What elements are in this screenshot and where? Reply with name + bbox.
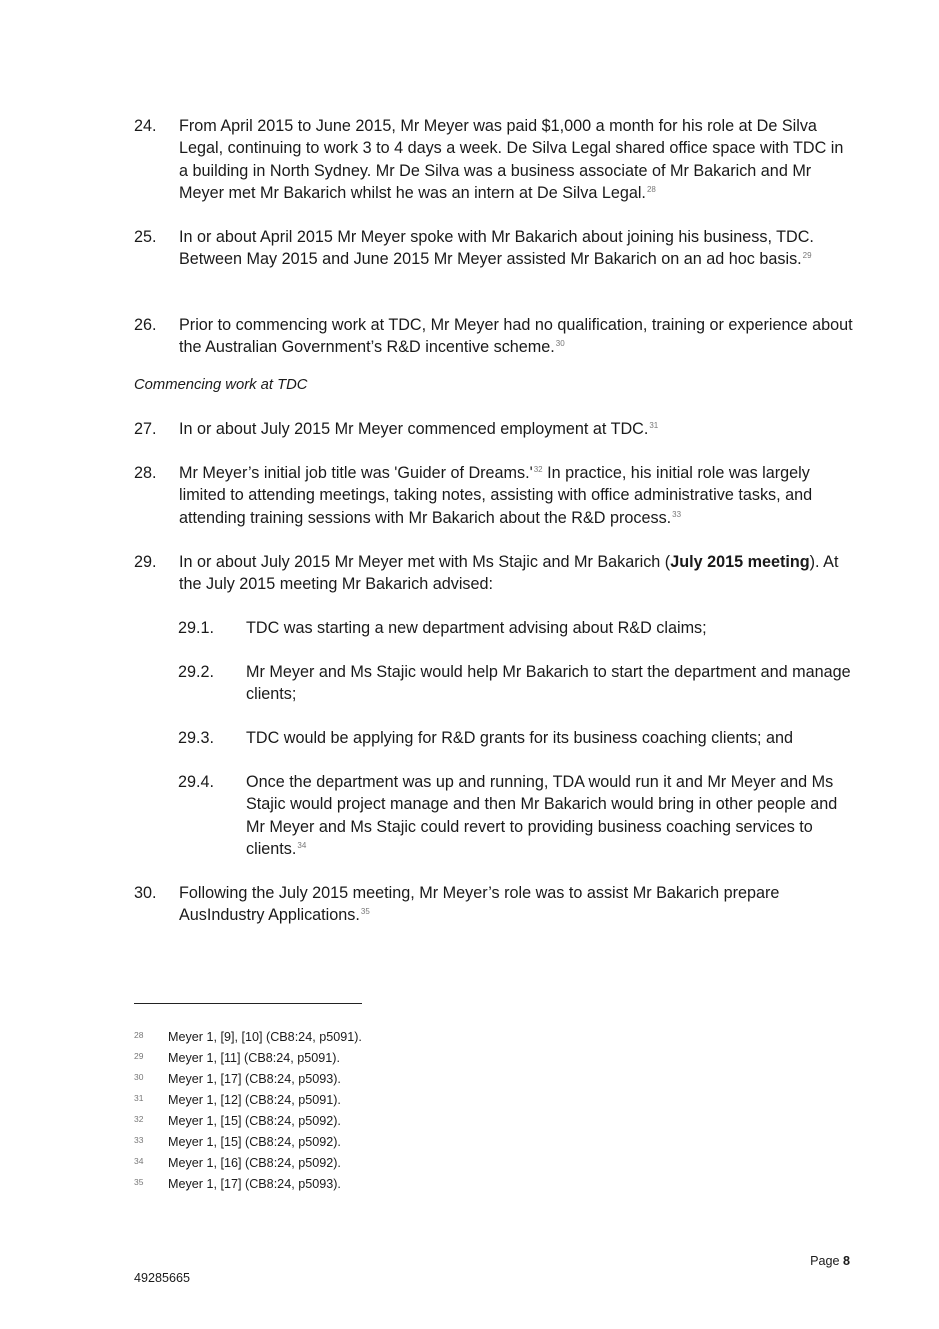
footnote-reference[interactable]: 28 [646,184,656,194]
footnote-reference[interactable]: 33 [672,509,682,519]
footnote-reference[interactable]: 30 [555,339,565,349]
footnote-text: Meyer 1, [15] (CB8:24, p5092). [168,1114,341,1128]
paragraph-text: From April 2015 to June 2015, Mr Meyer was paid $1,000 a month for his role at De Silva Legal, continuing to work 3 to 4 days a week. De Silva Legal shared office space with TDC in a building in North Sydney. Mr De Silva was a business associate of Mr Bakarich and Mr Meyer met Mr Bakarich whilst he was an intern at De Silva Legal.$^{28}$ [179,117,844,202]
subparagraph-number: 29.4. [178,773,215,791]
paragraph-text: In or about July 2015 Mr Meyer commenced employment at TDC.$^{31}$ [179,420,659,438]
subparagraph-text: TDC would be applying for R&D grants for its business coaching clients; and [246,729,794,747]
page-number [810,1254,850,1268]
footnote-number: 35 [134,1177,144,1187]
paragraph-text: Prior to commencing work at TDC, Mr Meyer had no qualification, training or experience about the Australian Government’s R&D incentive scheme.$^{30}$ [179,316,853,357]
subparagraph-text: TDC was starting a new department advising about R&D claims; [246,619,707,637]
paragraph-text: In or about April 2015 Mr Meyer spoke with Mr Bakarich about joining his business, TDC. Between May 2015 and June 2015 Mr Meyer assisted Mr Bakarich on an ad hoc basis.$^{29}$ [179,228,814,269]
footnote-reference[interactable]: 29 [802,251,812,261]
paragraph-number: 24. [134,117,157,135]
footnote-text: Meyer 1, [17] (CB8:24, p5093). [168,1072,341,1086]
section-heading: Commencing work at TDC [134,377,308,393]
footnote-text: Meyer 1, [11] (CB8:24, p5091). [168,1051,340,1065]
paragraph-text: In or about July 2015 Mr Meyer met with Ms Stajic and Mr Bakarich (July 2015 meeting). At the July 2015 meeting Mr Bakarich advised: [179,553,839,594]
defined-term: July 2015 meeting [670,553,810,571]
footnote-number: 34 [134,1156,144,1166]
paragraph-text: Following the July 2015 meeting, Mr Meyer’s role was to assist Mr Bakarich prepare AusIndustry Applications.$^{35}$ [179,884,780,925]
subparagraph-text: Once the department was up and running, TDA would run it and Mr Meyer and Ms Stajic would project manage and then Mr Bakarich would bring in other people and Mr Meyer and Ms Stajic could revert to providing business coaching services to clients.$^{34}$ [246,773,838,858]
footnote-separator [134,1003,362,1004]
footnote-reference[interactable]: 32 [533,465,543,474]
subparagraph-text: Mr Meyer and Ms Stajic would help Mr Bakarich to start the department and manage clients; [246,663,851,704]
paragraph-number: 26. [134,316,157,334]
footnote-text: Meyer 1, [9], [10] (CB8:24, p5091). [168,1030,362,1044]
paragraph-number: 29. [134,553,157,571]
page-label: Page [810,1254,840,1268]
footnote-number: 28 [134,1030,144,1040]
paragraph-number: 28. [134,464,157,482]
footnote-number: 32 [134,1114,144,1124]
footnote-number: 33 [134,1135,144,1145]
paragraph-number: 27. [134,420,157,438]
footnote-reference[interactable]: 31 [649,421,659,430]
footnote-number: 29 [134,1051,144,1061]
paragraph-number: 30. [134,884,157,902]
document-id: 49285665 [134,1271,191,1285]
footnote-text: Meyer 1, [17] (CB8:24, p5093). [168,1177,341,1191]
paragraph-text: Mr Meyer’s initial job title was 'Guider of $Dreams.'^{32}$ In practice, his initial role was largely limited to attending meetings, taking notes, assisting with office administrative tasks, and attending training sessions with Mr Bakarich about the R&D process.$^{33}$ [179,464,813,527]
page-number-value: 8 [842,1254,850,1268]
footnote-number: 30 [134,1072,144,1082]
subparagraph-number: 29.2. [178,663,215,681]
paragraph-number: 25. [134,228,157,246]
footnote-text: Meyer 1, [15] (CB8:24, p5092). [168,1135,341,1149]
footnote-number: 31 [134,1093,144,1103]
footnote-reference[interactable]: 35 [360,907,370,917]
footnote-text: Meyer 1, [12] (CB8:24, p5091). [168,1093,341,1107]
subparagraph-number: 29.1. [178,619,215,637]
subparagraph-number: 29.3. [178,729,215,747]
footnote-text: Meyer 1, [16] (CB8:24, p5092). [168,1156,341,1170]
footnote-reference[interactable]: 34 [297,840,307,850]
